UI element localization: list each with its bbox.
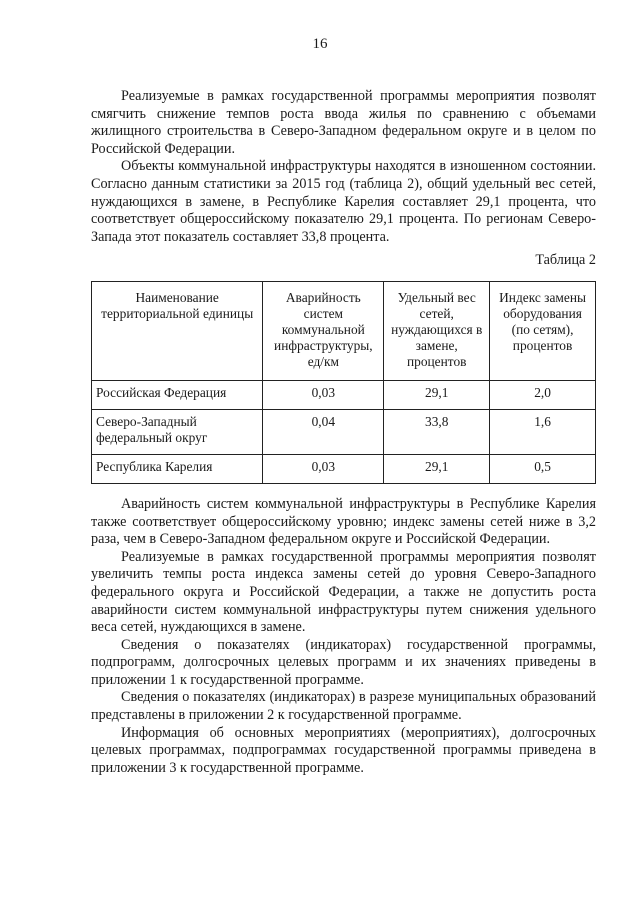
table-cell: 0,03	[263, 380, 384, 409]
table-cell: Российская Федерация	[92, 380, 263, 409]
table-cell: Республика Карелия	[92, 454, 263, 483]
paragraph: Информация об основных мероприятиях (мероприятиях), долгосрочных целевых программах, подпрограммах государственной программы приведена в приложении 3 к государственной программе.	[91, 724, 596, 776]
table-cell: 0,5	[490, 454, 596, 483]
paragraph: Объекты коммунальной инфраструктуры находятся в изношенном состоянии. Согласно данным статистики за 2015 год (таблица 2), общий удельный вес сетей, нуждающихся в замене, в Республике Карелия составляет 29,1 процента, что соответствует общероссийскому показателю 29,1 процента. По регионам Северо-Запада этот показатель составляет 33,8 процента.	[91, 158, 596, 245]
table-cell: 2,0	[490, 380, 596, 409]
paragraph: Реализуемые в рамках государственной программы мероприятия позволят увеличить темпы роста индекса замены сетей до уровня Северо-Западного федерального округа и Российской Федерации, а также не допустить роста аварийности систем коммунальной инфраструктуры путем снижения удельного веса сетей, нуждающихся в замене.	[91, 548, 596, 636]
table-cell: 1,6	[490, 409, 596, 454]
column-header: Удельный вес сетей, нуждающихся в замене, процентов	[384, 281, 490, 380]
table-cell: 0,03	[263, 454, 384, 483]
table-header-row	[92, 281, 596, 380]
paragraph: Реализуемые в рамках государственной программы мероприятия позволят смягчить снижение темпов роста ввода жилья по сравнению с объемами жилищного строительства в Северо-Западном федеральном округе и в целом по Российской Федерации.	[91, 88, 596, 157]
table-row	[92, 409, 596, 454]
table-caption: Таблица 2	[535, 252, 596, 269]
table-cell: 29,1	[384, 454, 490, 483]
table-row	[92, 380, 596, 409]
paragraph: Сведения о показателях (индикаторах) государственной программы, подпрограмм, долгосрочных целевых программ и их значениях приведены в приложении 1 к государственной программе.	[91, 636, 596, 688]
paragraph: Аварийность систем коммунальной инфраструктуры в Республике Карелия также соответствует общероссийскому уровню; индекс замены сетей ниже в 3,2 раза, чем в Северо-Западном федеральном округе и Российской Федерации.	[91, 495, 596, 548]
statistics-table	[91, 281, 596, 484]
table-cell: 29,1	[384, 380, 490, 409]
page-number: 16	[312, 36, 328, 52]
table-cell: Северо-Западный федеральный округ	[92, 409, 263, 454]
table-row	[92, 454, 596, 483]
table-cell: 0,04	[263, 409, 384, 454]
column-header: Аварийность систем коммунальной инфраструктуры, ед/км	[263, 281, 384, 380]
table-cell: 33,8	[384, 409, 490, 454]
column-header: Наименование территориальной единицы	[92, 281, 263, 380]
paragraph: Сведения о показателях (индикаторах) в разрезе муниципальных образований представлены в приложении 2 к государственной программе.	[91, 689, 596, 724]
body-text	[91, 496, 596, 778]
column-header: Индекс замены оборудования (по сетям), процентов	[490, 281, 596, 380]
page-content	[91, 88, 596, 777]
